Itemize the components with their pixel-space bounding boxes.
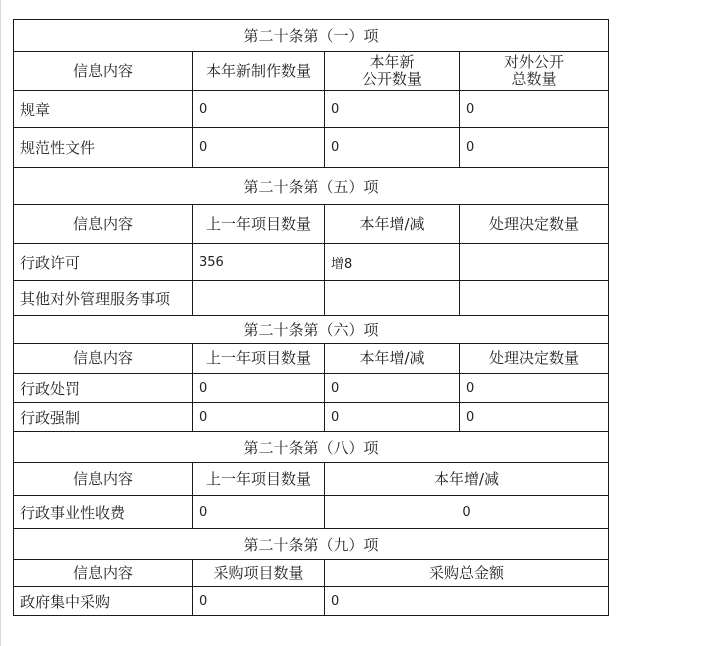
cell-value: 356 [193, 244, 325, 281]
column-header: 本年增/减 [325, 463, 609, 496]
table-row [14, 128, 609, 168]
column-header: 信息内容 [14, 560, 193, 587]
section-title-row [14, 20, 609, 52]
table-row [14, 91, 609, 128]
cell-value: 0 [325, 496, 609, 529]
section-title-row [14, 529, 609, 560]
section-title: 第二十条第（五）项 [14, 168, 609, 205]
column-header: 信息内容 [14, 205, 193, 244]
cell-value [460, 281, 609, 316]
row-label: 其他对外管理服务事项 [14, 281, 193, 316]
column-header: 本年新 公开数量 [325, 52, 460, 91]
column-header: 本年增/减 [325, 205, 460, 244]
cell-value [193, 281, 325, 316]
section-title-row [14, 168, 609, 205]
cell-value: 0 [325, 403, 460, 432]
cell-value: 0 [325, 374, 460, 403]
header-row [14, 463, 609, 496]
cell-value: 0 [193, 128, 325, 168]
header-row [14, 205, 609, 244]
column-header: 处理决定数量 [460, 205, 609, 244]
cell-value [460, 244, 609, 281]
column-header: 处理决定数量 [460, 344, 609, 374]
cell-value: 0 [193, 496, 325, 529]
cell-value: 0 [325, 128, 460, 168]
row-label: 行政事业性收费 [14, 496, 193, 529]
section-title: 第二十条第（八）项 [14, 432, 609, 463]
section-title: 第二十条第（九）项 [14, 529, 609, 560]
cell-value: 增8 [325, 244, 460, 281]
column-header: 采购项目数量 [193, 560, 325, 587]
cell-value: 0 [460, 128, 609, 168]
table-row [14, 374, 609, 403]
header-row [14, 344, 609, 374]
column-header: 上一年项目数量 [193, 344, 325, 374]
row-label: 行政处罚 [14, 374, 193, 403]
row-label: 规范性文件 [14, 128, 193, 168]
section-title: 第二十条第（六）项 [14, 316, 609, 344]
column-header: 信息内容 [14, 344, 193, 374]
cell-value: 0 [460, 374, 609, 403]
header-row [14, 560, 609, 587]
table-row [14, 587, 609, 616]
column-header: 信息内容 [14, 52, 193, 91]
column-header: 本年增/减 [325, 344, 460, 374]
table-row [14, 244, 609, 281]
disclosure-table [13, 19, 609, 616]
header-row [14, 52, 609, 91]
section-title-row [14, 432, 609, 463]
table-row [14, 496, 609, 529]
cell-value: 0 [325, 587, 609, 616]
cell-value: 0 [460, 91, 609, 128]
column-header: 对外公开 总数量 [460, 52, 609, 91]
column-header: 本年新制作数量 [193, 52, 325, 91]
cell-value: 0 [193, 91, 325, 128]
table-row [14, 281, 609, 316]
column-header: 采购总金额 [325, 560, 609, 587]
row-label: 政府集中采购 [14, 587, 193, 616]
page-left-border [0, 0, 1, 646]
cell-value: 0 [325, 91, 460, 128]
cell-value: 0 [460, 403, 609, 432]
row-label: 规章 [14, 91, 193, 128]
section-title-row [14, 316, 609, 344]
cell-value: 0 [193, 587, 325, 616]
row-label: 行政许可 [14, 244, 193, 281]
table-row [14, 403, 609, 432]
column-header: 信息内容 [14, 463, 193, 496]
cell-value: 0 [193, 403, 325, 432]
column-header: 上一年项目数量 [193, 205, 325, 244]
cell-value: 0 [193, 374, 325, 403]
column-header: 上一年项目数量 [193, 463, 325, 496]
section-title: 第二十条第（一）项 [14, 20, 609, 52]
row-label: 行政强制 [14, 403, 193, 432]
cell-value [325, 281, 460, 316]
